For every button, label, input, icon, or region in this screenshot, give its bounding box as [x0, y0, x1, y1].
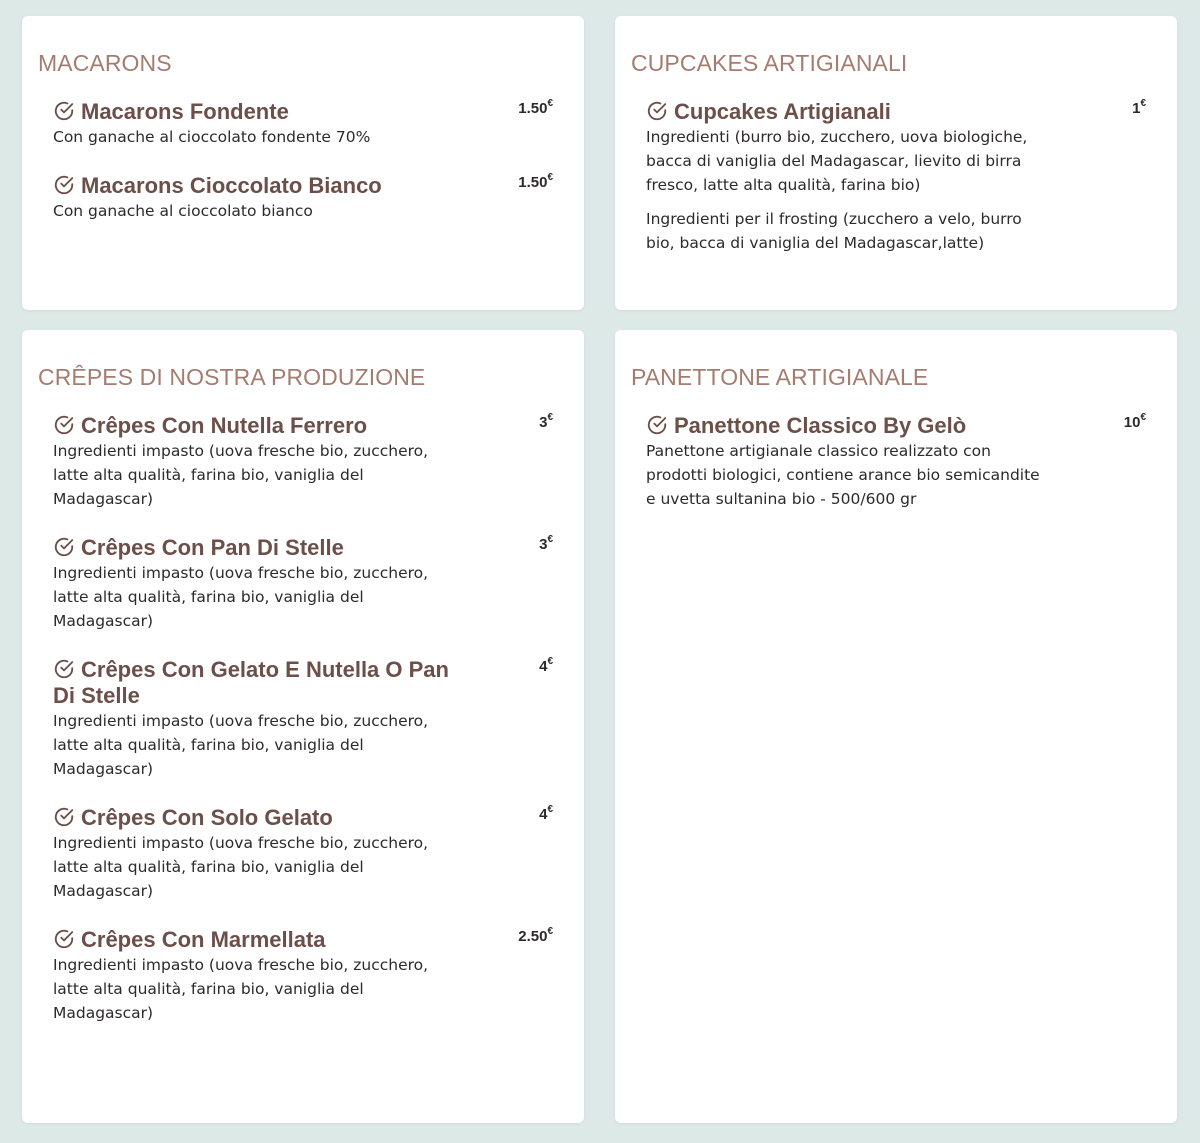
currency-symbol: €: [547, 804, 553, 815]
price-value: 3: [539, 536, 548, 553]
menu-item-title: [53, 173, 463, 199]
menu-item-price: [518, 927, 553, 947]
menu-item-name: Panettone Classico By Gelò: [674, 413, 967, 438]
menu-item-title: [53, 99, 463, 125]
menu-item-description: Ingredienti impasto (uova fresche bio, zucchero, latte alta qualità, farina bio, vaniglia del Madagascar): [53, 564, 429, 630]
menu-item-header: [53, 657, 553, 709]
currency-symbol: €: [1140, 98, 1146, 109]
price-value: 1.50: [518, 100, 548, 117]
menu-item: [646, 413, 1146, 511]
menu-card-panettone: [615, 330, 1177, 1123]
menu-item-list: [646, 413, 1146, 535]
currency-symbol: €: [547, 412, 553, 423]
menu-item-title: [53, 805, 463, 831]
check-circle-icon: [646, 414, 668, 436]
section-title: PANETTONE ARTIGIANALE: [631, 364, 929, 390]
check-circle-icon: [53, 806, 75, 828]
check-circle-icon: [53, 174, 75, 196]
menu-item-name: Crêpes Con Gelato E Nutella O Pan Di Stelle: [53, 657, 449, 708]
menu-item-list: [53, 413, 553, 1049]
menu-item-title: [53, 413, 463, 439]
menu-item-description: Ingredienti impasto (uova fresche bio, zucchero, latte alta qualità, farina bio, vaniglia del Madagascar): [53, 442, 429, 508]
currency-symbol: €: [1140, 412, 1146, 423]
price-value: 2.50: [518, 928, 548, 945]
menu-item-description: Con ganache al cioccolato fondente 70%: [53, 128, 371, 146]
price-value: 1: [1132, 100, 1141, 117]
menu-item-header: [53, 99, 553, 125]
menu-item: [53, 805, 553, 903]
menu-item: [53, 927, 553, 1025]
menu-item-description: Ingredienti impasto (uova fresche bio, zucchero, latte alta qualità, farina bio, vaniglia del Madagascar): [53, 956, 429, 1022]
menu-item-price: [539, 805, 553, 825]
price-value: 10: [1123, 414, 1141, 431]
menu-item: [53, 413, 553, 511]
menu-item-list: [53, 99, 553, 247]
menu-item-price: [518, 99, 553, 119]
menu-item-header: [53, 535, 553, 561]
menu-item: [646, 99, 1146, 255]
check-circle-icon: [53, 414, 75, 436]
menu-item-title: [53, 657, 463, 709]
menu-item-header: [53, 173, 553, 199]
menu-item-description: Ingredienti (burro bio, zucchero, uova biologiche, bacca di vaniglia del Madagascar, lievito di birra fresco, latte alta qualità, farina bio): [646, 128, 1028, 194]
menu-item-description-frosting: Ingredienti per il frosting (zucchero a velo, burro bio, bacca di vaniglia del Madagascar,latte): [646, 210, 1022, 252]
menu-item-description: Con ganache al cioccolato bianco: [53, 202, 313, 220]
price-value: 4: [539, 806, 548, 823]
menu-item-header: [53, 805, 553, 831]
currency-symbol: €: [547, 926, 553, 937]
currency-symbol: €: [547, 172, 553, 183]
price-value: 4: [539, 658, 548, 675]
menu-item: [53, 657, 553, 781]
menu-item-title: [646, 99, 1056, 125]
check-circle-icon: [646, 100, 668, 122]
check-circle-icon: [53, 928, 75, 950]
menu-item: [53, 173, 553, 223]
menu-item-price: [518, 173, 553, 193]
menu-item-price: [539, 413, 553, 433]
menu-item-name: Cupcakes Artigianali: [674, 99, 891, 124]
menu-card-crepes: [22, 330, 584, 1123]
check-circle-icon: [53, 100, 75, 122]
menu-item-title: [53, 927, 463, 953]
menu-item-name: Crêpes Con Pan Di Stelle: [81, 535, 344, 560]
menu-item-name: Crêpes Con Nutella Ferrero: [81, 413, 368, 438]
menu-item-price: [539, 657, 553, 677]
menu-item: [53, 535, 553, 633]
menu-item-name: Macarons Cioccolato Bianco: [81, 173, 382, 198]
menu-card-cupcakes: [615, 16, 1177, 310]
menu-item-list: [646, 99, 1146, 279]
currency-symbol: €: [547, 656, 553, 667]
menu-item: [53, 99, 553, 149]
check-circle-icon: [53, 536, 75, 558]
menu-item-name: Crêpes Con Marmellata: [81, 927, 326, 952]
currency-symbol: €: [547, 98, 553, 109]
menu-item-name: Crêpes Con Solo Gelato: [81, 805, 333, 830]
menu-item-title: [53, 535, 463, 561]
menu-item-description: Panettone artigianale classico realizzato con prodotti biologici, contiene arance bio semicandite e uvetta sultanina bio - 500/600 gr: [646, 442, 1040, 508]
price-value: 3: [539, 414, 548, 431]
menu-item-price: [539, 535, 553, 555]
menu-item-price: [1132, 99, 1146, 119]
check-circle-icon: [53, 658, 75, 680]
menu-item-header: [646, 413, 1146, 439]
menu-item-title: [646, 413, 1056, 439]
section-title: MACARONS: [38, 50, 172, 76]
menu-item-description: Ingredienti impasto (uova fresche bio, zucchero, latte alta qualità, farina bio, vaniglia del Madagascar): [53, 712, 429, 778]
menu-item-header: [646, 99, 1146, 125]
menu-item-price: [1124, 413, 1146, 433]
menu-item-header: [53, 413, 553, 439]
menu-item-description: Ingredienti impasto (uova fresche bio, zucchero, latte alta qualità, farina bio, vaniglia del Madagascar): [53, 834, 429, 900]
section-title: CRÊPES DI NOSTRA PRODUZIONE: [38, 364, 426, 390]
menu-item-name: Macarons Fondente: [81, 99, 289, 124]
menu-item-header: [53, 927, 553, 953]
menu-card-macarons: [22, 16, 584, 310]
price-value: 1.50: [518, 174, 548, 191]
currency-symbol: €: [547, 534, 553, 545]
section-title: CUPCAKES ARTIGIANALI: [631, 50, 908, 76]
